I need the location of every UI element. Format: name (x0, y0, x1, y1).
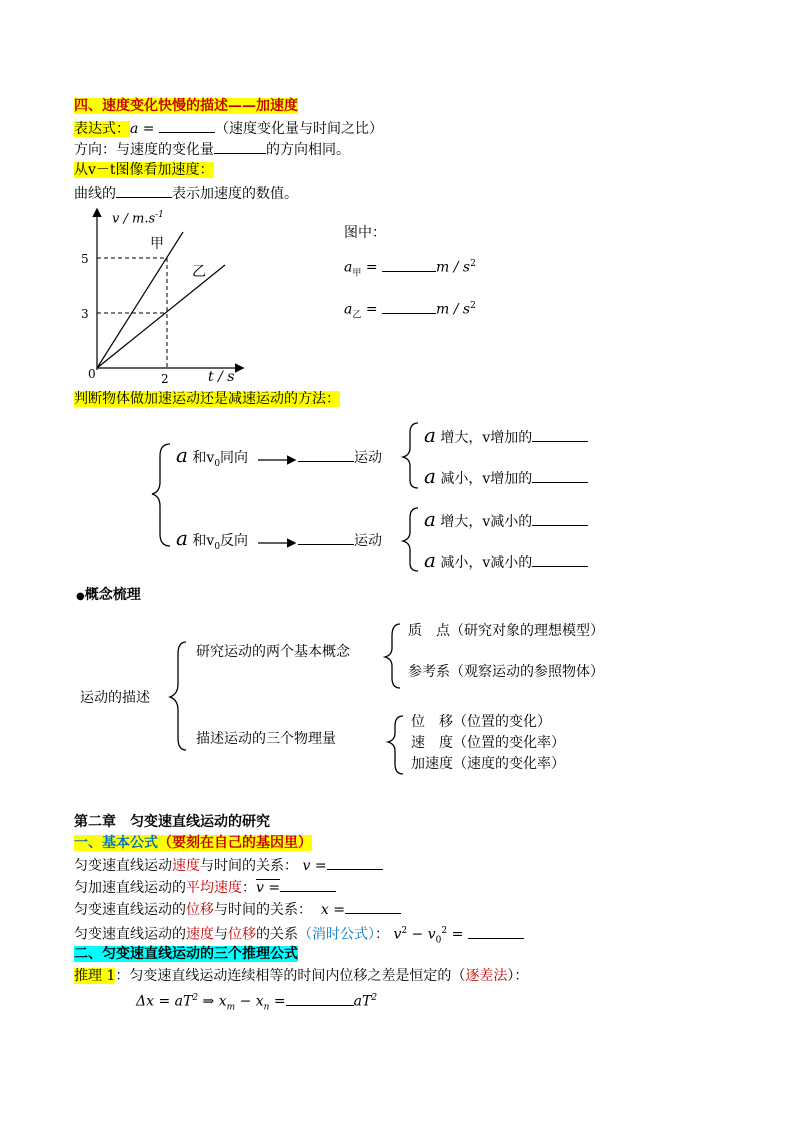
tick-2: 2 (161, 372, 169, 386)
blank-formula-2[interactable] (280, 877, 336, 892)
concept-branch2-item-2: 速 度（位置的变化率） (411, 735, 565, 751)
same-motion: 运动 (298, 447, 382, 468)
direction-line: 方向：与速度的变化量 的方向相同。 (74, 139, 350, 160)
opp-case-2: a 减小，v减小的 (424, 550, 588, 573)
graph-answers-title: 图中： (344, 225, 386, 241)
y-axis-label: v / $m.s^{-1}$ (112, 210, 164, 227)
blank-formula-3[interactable] (345, 899, 401, 914)
blank-inference-1[interactable] (286, 991, 354, 1006)
same-case-2: a 减小，v增加的 (424, 466, 588, 489)
vt-heading: 从v－t图像看加速度： (74, 162, 214, 178)
concept-branch-1: 研究运动的两个基本概念 (196, 644, 350, 660)
expression-line: 表达式：a = （速度变化量与时间之比） (74, 118, 383, 139)
inference-1-formula: $\Delta x = aT^2$ ⇒ $x_m - x_n = aT^2$ (136, 988, 377, 1017)
formula-1: 匀变速直线运动速度与时间的关系： v = (74, 855, 383, 876)
concept-branch2-item-1: 位 移（位置的变化） (411, 714, 551, 730)
concept-root: 运动的描述 (80, 690, 150, 706)
same-case-1: a 增大，v增加的 (424, 425, 588, 448)
tick-3: 3 (81, 307, 89, 321)
opposite-direction: a 和$v_0$反向 (176, 526, 249, 552)
label-jia: 甲 (150, 236, 164, 252)
a-jia-line: $a_甲 = m / s^2$ (344, 254, 476, 283)
blank-formula-1[interactable] (327, 855, 383, 870)
concept-branch-2: 描述运动的三个物理量 (196, 731, 336, 747)
concept-branch1-item-1: 质 点（研究对象的理想模型） (408, 623, 604, 639)
label-yi: 乙 (192, 264, 206, 280)
x-axis-label: t / s (208, 369, 235, 385)
basic-formula-heading: 一、基本公式（要刻在自己的基因里） (74, 835, 312, 851)
origin-label: 0 (88, 367, 96, 381)
concept-branch1-item-2: 参考系（观察运动的参照物体） (408, 664, 604, 680)
inference-heading: 二、匀变速直线运动的三个推理公式 (74, 946, 298, 962)
section4-heading: 四、速度变化快慢的描述——加速度 (74, 98, 298, 114)
curve-line: 曲线的 表示加速度的数值。 (74, 183, 298, 204)
formula-2: 匀加速直线运动的平均速度：v = (74, 877, 336, 898)
chapter2-title: 第二章 匀变速直线运动的研究 (74, 814, 270, 830)
concept-heading: ●概念梳理 (76, 587, 141, 603)
formula-4: 匀变速直线运动的速度与位移的关系（消时公式）： $v^2 - v_0^2$ = (74, 921, 524, 950)
a-yi-line: $a_乙 = m / s^2$ (344, 296, 476, 325)
opp-motion: 运动 (298, 530, 382, 551)
judge-heading: 判断物体做加速运动还是减速运动的方法： (74, 391, 340, 407)
concept-branch2-item-3: 加速度（速度的变化率） (411, 756, 565, 772)
blank-formula-4[interactable] (468, 924, 524, 939)
inference-1: 推理 1：匀变速直线运动连续相等的时间内位移之差是恒定的（逐差法）： (74, 968, 529, 984)
formula-3: 匀变速直线运动的位移与时间的关系： x = (74, 899, 401, 920)
tick-5: 5 (81, 252, 89, 266)
same-direction: a 和$v_0$同向 (176, 443, 249, 469)
opp-case-1: a 增大，v减小的 (424, 509, 588, 532)
